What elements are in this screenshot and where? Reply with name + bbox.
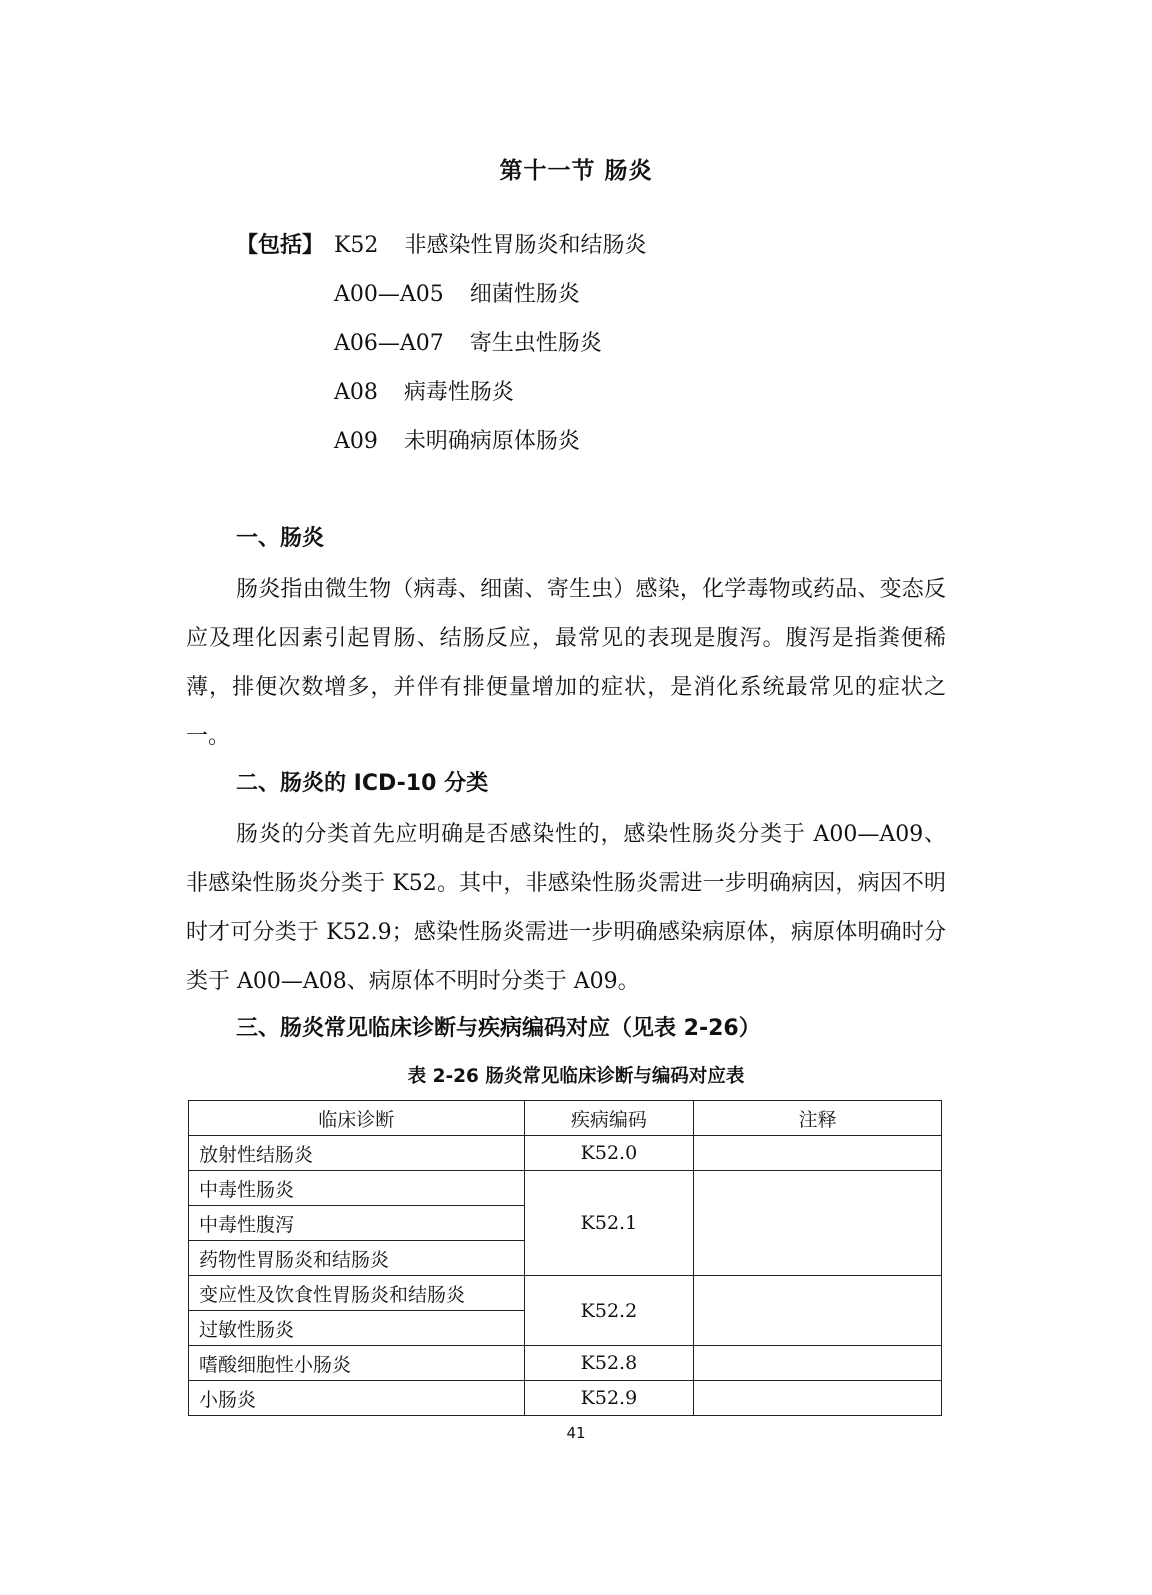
includes-code: K52	[334, 233, 379, 258]
table-caption: 表 2-26 肠炎常见临床诊断与编码对应表	[407, 1066, 745, 1087]
includes-label: 未明确病原体肠炎	[403, 429, 580, 454]
includes-code: A08	[334, 380, 378, 405]
includes-label: 寄生虫性肠炎	[469, 331, 602, 356]
table-row	[189, 1276, 942, 1311]
table-row	[189, 1136, 942, 1171]
includes-code: A09	[334, 429, 378, 454]
notes-cell	[694, 1136, 942, 1171]
includes-code: A06—A07	[334, 331, 444, 356]
diagnosis-cell: 中毒性腹泻	[189, 1206, 525, 1241]
diagnosis-cell: 变应性及饮食性胃肠炎和结肠炎	[189, 1276, 525, 1311]
column-header-code: 疾病编码	[524, 1101, 694, 1136]
notes-cell	[694, 1171, 942, 1276]
page-number: 41	[566, 1424, 586, 1442]
includes-row	[236, 373, 646, 422]
paragraph-intro: 肠炎指由微生物（病毒、细菌、寄生虫）感染，化学毒物或药品、变态反应及理化因素引起胃肠、结肠反应，最常见的表现是腹泻。腹泻是指粪便稀薄，排便次数增多，并伴有排便量增加的症状，是消化系统最常见的症状之一。	[186, 577, 946, 749]
code-cell: K52.8	[524, 1346, 694, 1381]
code-cell: K52.9	[524, 1381, 694, 1416]
includes-row	[236, 226, 646, 275]
table-header-row	[189, 1101, 942, 1136]
includes-list	[236, 226, 646, 471]
heading-icd-classification: 二、肠炎的 ICD-10 分类	[236, 771, 489, 796]
diagnosis-cell: 小肠炎	[189, 1381, 525, 1416]
includes-label: 非感染性胃肠炎和结肠炎	[404, 233, 647, 258]
includes-code: A00—A05	[334, 282, 444, 307]
paragraph-icd-classification: 肠炎的分类首先应明确是否感染性的，感染性肠炎分类于 A00—A09、非感染性肠炎分类于 K52。其中，非感染性肠炎需进一步明确病因，病因不明时才可分类于 K52.9；感染性肠炎需进一步明确感染病原体，病原体明确时分类于 A00—A08、病原体不明时分类于 A09。	[186, 822, 946, 994]
column-header-notes: 注释	[694, 1101, 942, 1136]
table-row	[189, 1171, 942, 1206]
diagnosis-cell: 药物性胃肠炎和结肠炎	[189, 1241, 525, 1276]
diagnosis-code-table	[188, 1100, 942, 1416]
includes-row	[236, 422, 646, 471]
code-cell: K52.2	[524, 1276, 694, 1346]
includes-lead: 【包括】	[236, 233, 325, 258]
includes-row	[236, 275, 646, 324]
heading-code-mapping: 三、肠炎常见临床诊断与疾病编码对应（见表 2-26）	[236, 1016, 761, 1041]
notes-cell	[694, 1346, 942, 1381]
column-header-diagnosis: 临床诊断	[189, 1101, 525, 1136]
notes-cell	[694, 1381, 942, 1416]
body-text	[186, 516, 946, 1055]
diagnosis-cell: 放射性结肠炎	[189, 1136, 525, 1171]
notes-cell	[694, 1276, 942, 1346]
diagnosis-cell: 中毒性肠炎	[189, 1171, 525, 1206]
includes-label: 病毒性肠炎	[403, 380, 514, 405]
table-row	[189, 1381, 942, 1416]
section-title: 第十一节 肠炎	[499, 158, 653, 184]
code-cell: K52.0	[524, 1136, 694, 1171]
includes-row	[236, 324, 646, 373]
code-cell: K52.1	[524, 1171, 694, 1276]
heading-intro: 一、肠炎	[236, 526, 325, 551]
table-row	[189, 1346, 942, 1381]
includes-label: 细菌性肠炎	[469, 282, 580, 307]
diagnosis-cell: 嗜酸细胞性小肠炎	[189, 1346, 525, 1381]
diagnosis-cell: 过敏性肠炎	[189, 1311, 525, 1346]
